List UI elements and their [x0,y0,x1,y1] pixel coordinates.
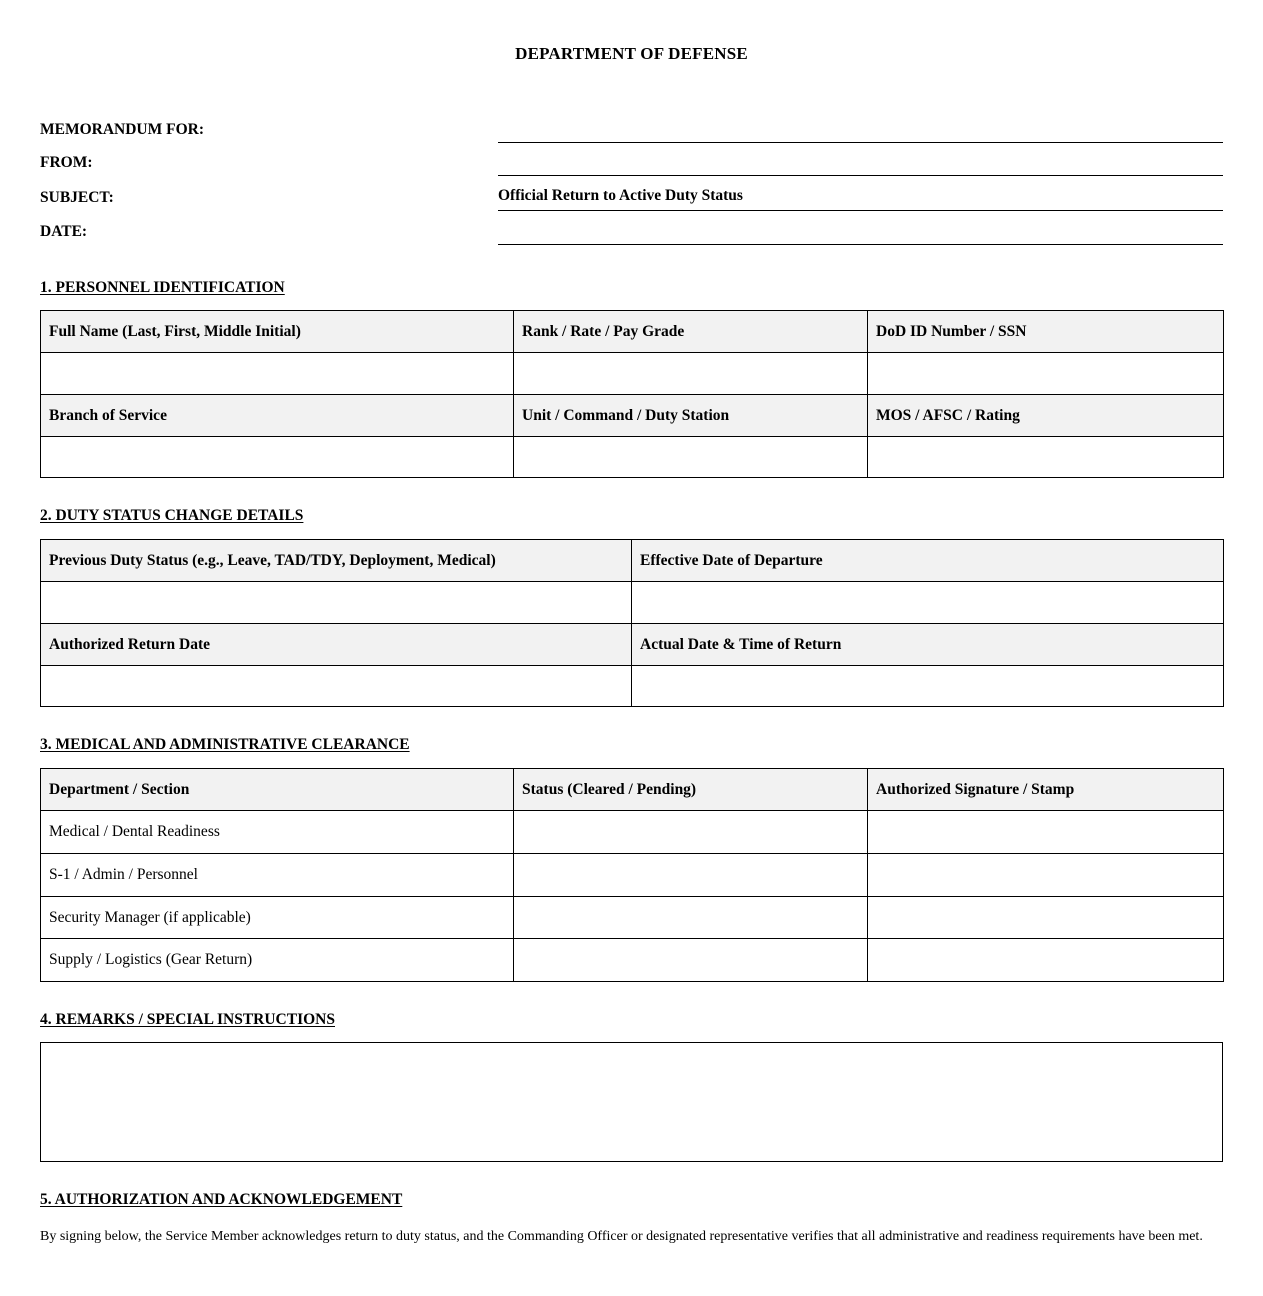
branch-header: Branch of Service [41,395,514,437]
authorized-return-cell[interactable] [41,666,632,707]
signature-cell[interactable] [868,897,1224,939]
memo-for-row [40,113,1223,143]
table-row-label: S-1 / Admin / Personnel [41,854,514,897]
signature-header: Authorized Signature / Stamp [868,769,1224,811]
departure-date-cell[interactable] [632,582,1224,624]
section-1-title: 1. PERSONNEL IDENTIFICATION [40,279,285,296]
mos-header: MOS / AFSC / Rating [868,395,1224,437]
section-5-title: 5. AUTHORIZATION AND ACKNOWLEDGEMENT [40,1191,403,1208]
mos-cell[interactable] [868,437,1224,478]
dod-id-cell[interactable] [868,353,1224,395]
status-header: Status (Cleared / Pending) [514,769,868,811]
actual-return-header: Actual Date & Time of Return [632,624,1224,666]
signature-cell[interactable] [868,854,1224,897]
actual-return-cell[interactable] [632,666,1224,707]
acknowledgement-text: By signing below, the Service Member acknowledges return to duty status, and the Commanding Officer or designated representative verifies that all administrative and readiness requirements have been met. [40,1229,1203,1244]
section-4-title: 4. REMARKS / SPECIAL INSTRUCTIONS [40,1011,335,1028]
status-cell[interactable] [514,897,868,939]
date-label: DATE: [40,223,88,240]
rank-cell[interactable] [514,353,868,395]
date-field[interactable] [498,220,1223,245]
signature-cell[interactable] [868,939,1224,982]
subject-field[interactable]: Official Return to Active Duty Status [498,186,1223,211]
remarks-field[interactable] [40,1042,1223,1162]
from-row [40,146,1223,176]
from-label: FROM: [40,154,93,171]
subject-row [40,181,1223,211]
branch-cell[interactable] [41,437,514,478]
section-3-title: 3. MEDICAL AND ADMINISTRATIVE CLEARANCE [40,736,410,753]
full-name-header: Full Name (Last, First, Middle Initial) [41,311,514,353]
status-cell[interactable] [514,939,868,982]
table-row-label: Supply / Logistics (Gear Return) [41,939,514,982]
unit-cell[interactable] [514,437,868,478]
memo-for-field[interactable] [498,118,1223,143]
full-name-cell[interactable] [41,353,514,395]
previous-status-cell[interactable] [41,582,632,624]
memo-for-label: MEMORANDUM FOR: [40,121,205,138]
table-row-label: Security Manager (if applicable) [41,897,514,939]
page-title: DEPARTMENT OF DEFENSE [515,44,748,63]
subject-label: SUBJECT: [40,189,114,206]
departure-date-header: Effective Date of Departure [632,540,1224,582]
section-2-title: 2. DUTY STATUS CHANGE DETAILS [40,507,304,524]
table-row-label: Medical / Dental Readiness [41,811,514,854]
dod-id-header: DoD ID Number / SSN [868,311,1224,353]
department-header: Department / Section [41,769,514,811]
from-field[interactable] [498,151,1223,176]
status-cell[interactable] [514,811,868,854]
personnel-table [40,310,1224,478]
authorized-return-header: Authorized Return Date [41,624,632,666]
rank-header: Rank / Rate / Pay Grade [514,311,868,353]
clearance-table [40,768,1224,982]
date-row [40,215,1223,245]
duty-status-table [40,539,1224,707]
unit-header: Unit / Command / Duty Station [514,395,868,437]
signature-cell[interactable] [868,811,1224,854]
status-cell[interactable] [514,854,868,897]
previous-status-header: Previous Duty Status (e.g., Leave, TAD/TDY, Deployment, Medical) [41,540,632,582]
